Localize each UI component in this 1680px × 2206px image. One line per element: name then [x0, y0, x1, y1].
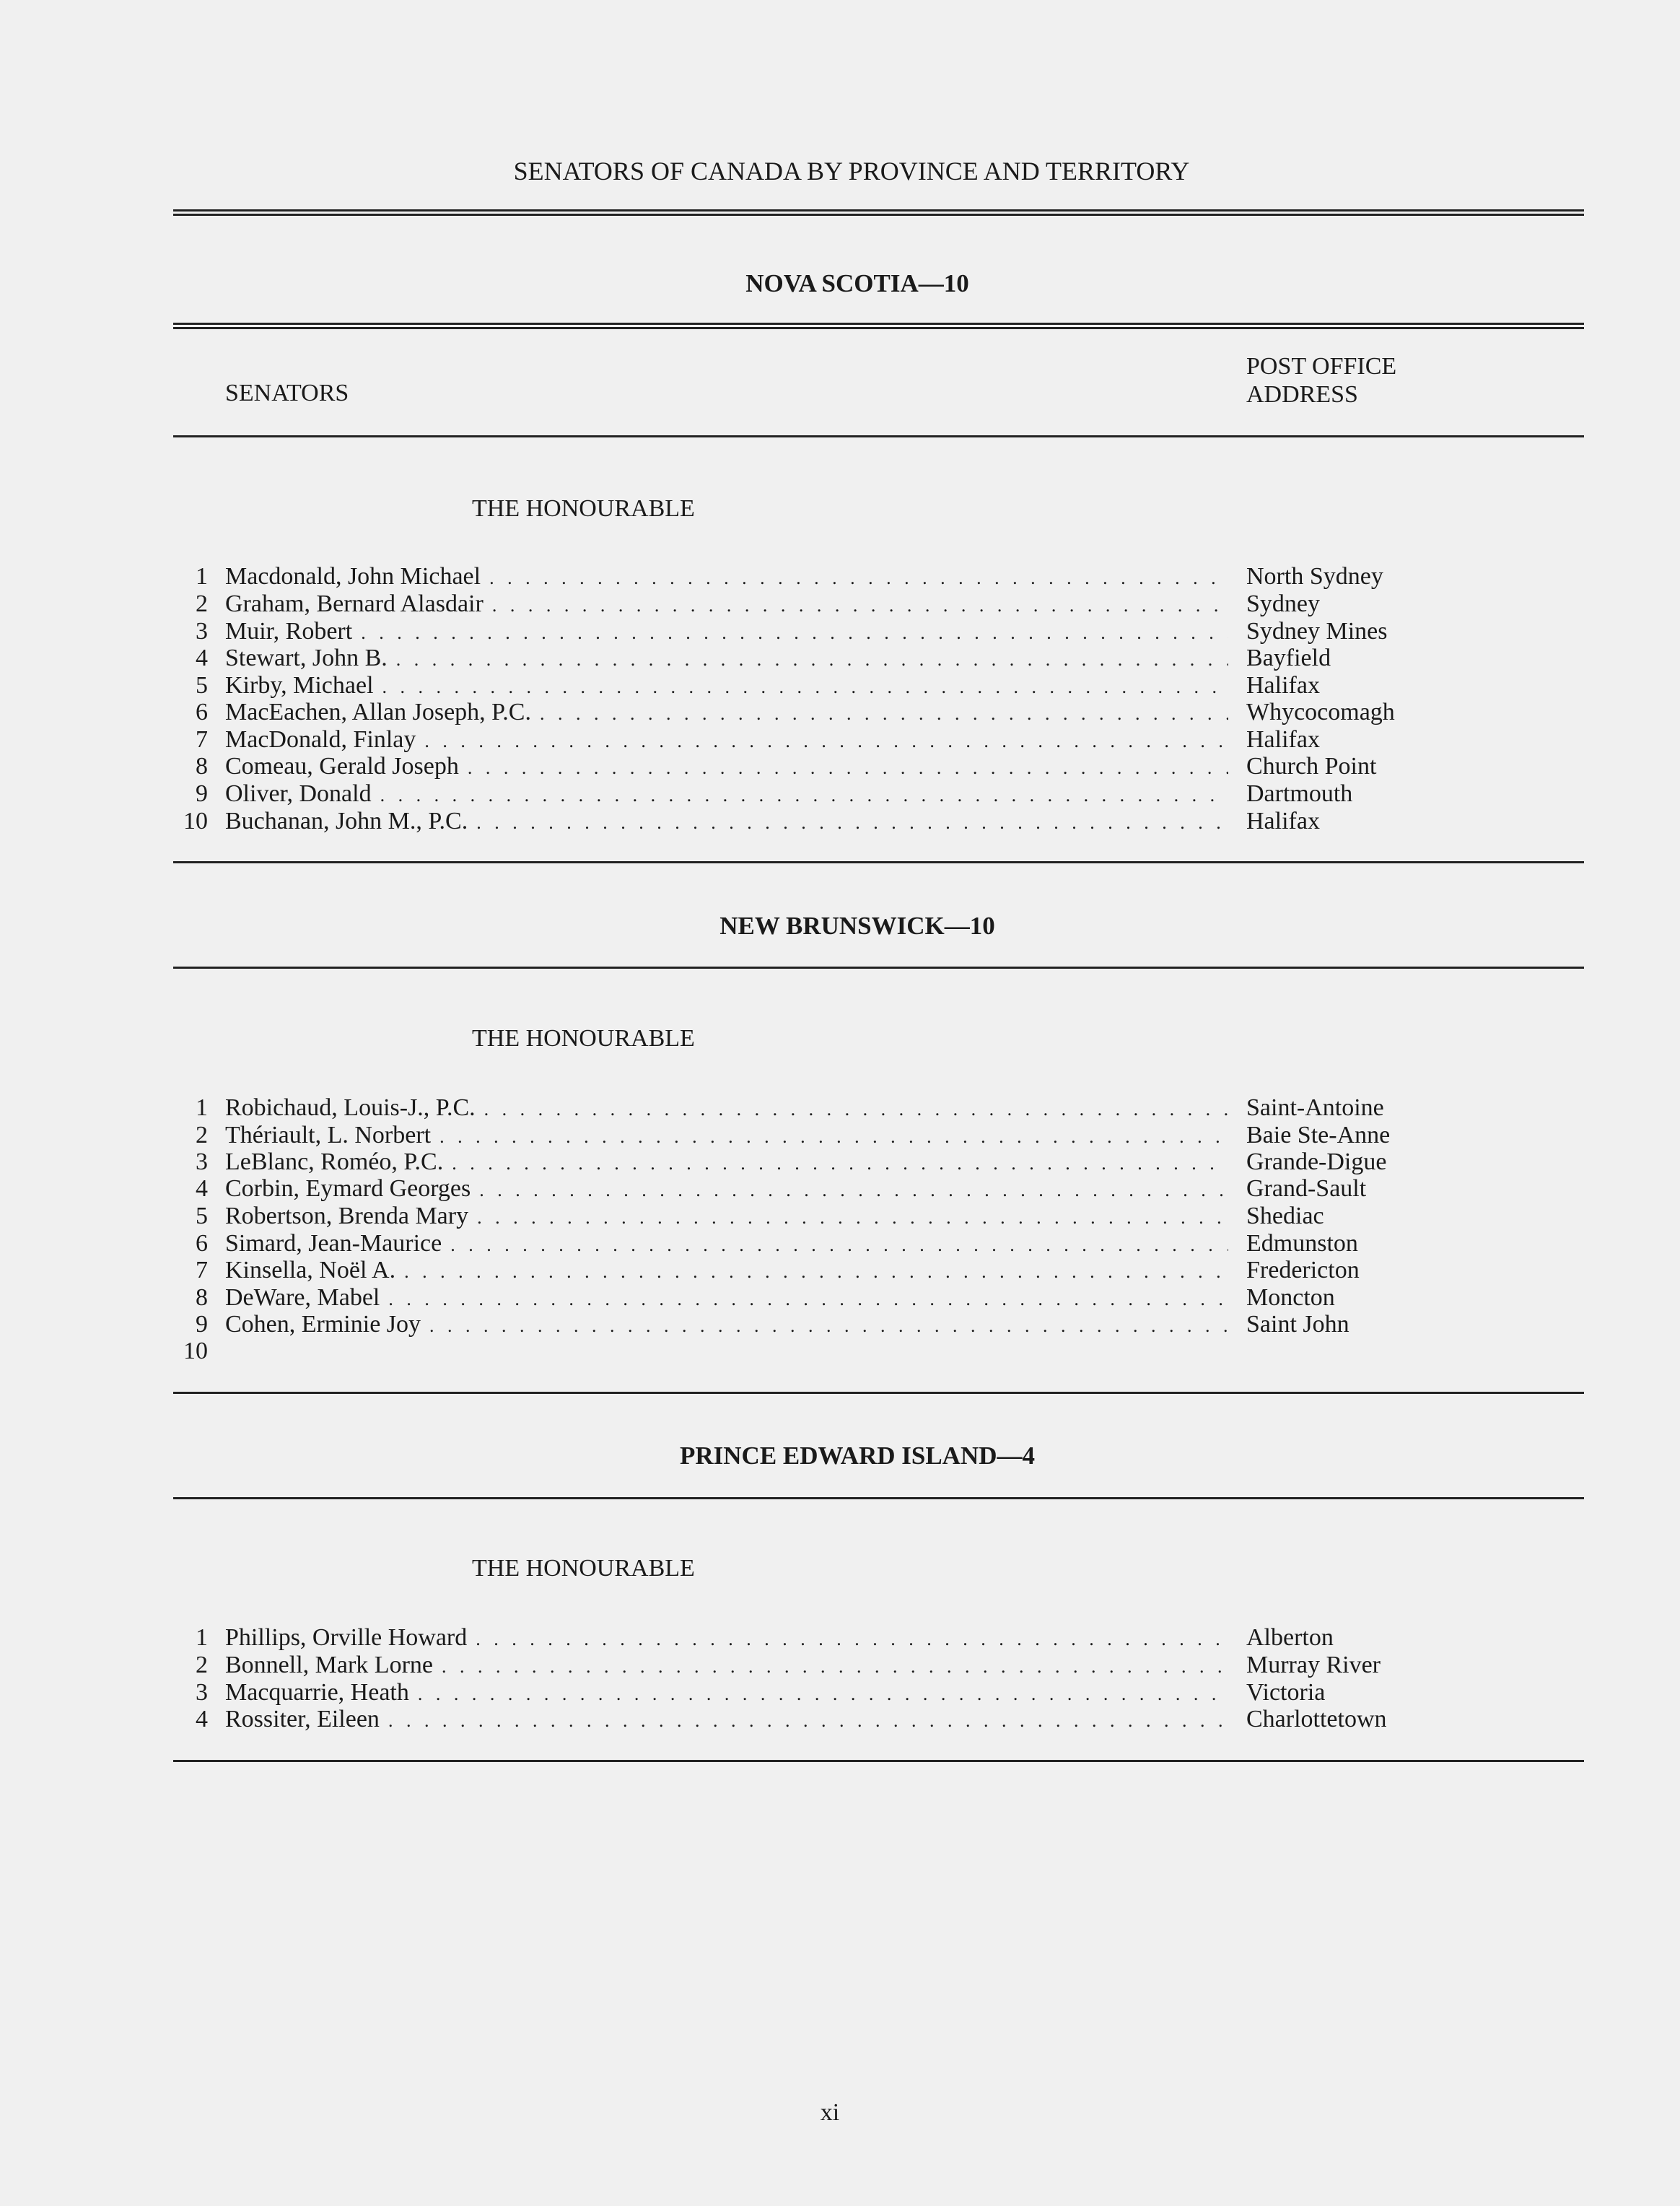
- row-number: 4: [196, 1706, 208, 1732]
- row-number: 7: [196, 726, 208, 753]
- dot-leader: [492, 592, 1228, 619]
- dot-leader: [429, 1312, 1228, 1340]
- senator-row: [0, 1652, 1680, 1679]
- senator-row: [0, 1284, 1680, 1312]
- dot-leader: [476, 1626, 1228, 1653]
- senator-row: [0, 1122, 1680, 1149]
- post-office-address: Edmunston: [1246, 1230, 1358, 1257]
- rule: [173, 861, 1584, 863]
- dot-leader: [418, 1680, 1228, 1708]
- senator-row: [0, 1148, 1680, 1176]
- post-office-address: Murray River: [1246, 1652, 1381, 1678]
- row-number: 7: [196, 1257, 208, 1283]
- senator-name: Buchanan, John M., P.C.: [225, 808, 468, 834]
- dot-leader: [442, 1653, 1228, 1680]
- senator-name: Muir, Robert: [225, 618, 353, 645]
- row-number: 9: [196, 780, 208, 807]
- column-header-senators: SENATORS: [225, 380, 349, 406]
- post-office-address: Halifax: [1246, 726, 1320, 753]
- row-number: 3: [196, 1679, 208, 1706]
- post-office-address: Fredericton: [1246, 1257, 1360, 1283]
- dot-leader: [380, 782, 1228, 809]
- page-number: xi: [820, 2099, 840, 2126]
- post-office-address: Alberton: [1246, 1624, 1334, 1651]
- double-rule: [173, 323, 1584, 329]
- senator-row: [0, 1175, 1680, 1203]
- row-number: 6: [196, 1230, 208, 1257]
- rule: [173, 435, 1584, 437]
- senator-name: Phillips, Orville Howard: [225, 1624, 468, 1651]
- senator-name: Macquarrie, Heath: [225, 1679, 409, 1706]
- dot-leader: [479, 1177, 1228, 1204]
- dot-leader: [477, 1204, 1228, 1231]
- row-number: 5: [196, 1203, 208, 1229]
- post-office-address: Halifax: [1246, 808, 1320, 834]
- senator-name: MacDonald, Finlay: [225, 726, 416, 753]
- senator-name: Simard, Jean-Maurice: [225, 1230, 442, 1257]
- row-number: 8: [196, 1284, 208, 1311]
- senator-row: [0, 699, 1680, 726]
- senator-name: Kirby, Michael: [225, 672, 374, 699]
- senator-row: [0, 1311, 1680, 1338]
- row-number: 1: [196, 1094, 208, 1121]
- row-number: 4: [196, 1175, 208, 1202]
- post-office-address: Bayfield: [1246, 645, 1331, 671]
- row-number: 1: [196, 1624, 208, 1651]
- senator-name: Comeau, Gerald Joseph: [225, 753, 459, 780]
- post-office-address: Shediac: [1246, 1203, 1324, 1229]
- dot-leader: [388, 1286, 1228, 1313]
- dot-leader: [404, 1258, 1228, 1286]
- senator-name: Robertson, Brenda Mary: [225, 1203, 469, 1229]
- senator-row: [0, 1230, 1680, 1257]
- senator-name: Kinsella, Noël A.: [225, 1257, 396, 1283]
- subheading-honourable: THE HONOURABLE: [472, 1555, 695, 1582]
- post-office-address: Dartmouth: [1246, 780, 1353, 807]
- senator-name: DeWare, Mabel: [225, 1284, 380, 1311]
- senator-name: LeBlanc, Roméo, P.C.: [225, 1148, 444, 1175]
- dot-leader: [540, 700, 1228, 728]
- senator-row: [0, 1257, 1680, 1284]
- row-number: 5: [196, 672, 208, 699]
- senator-row-vacant: [0, 1338, 1680, 1365]
- post-office-address: Moncton: [1246, 1284, 1335, 1311]
- senator-name: Macdonald, John Michael: [225, 563, 481, 590]
- dot-leader: [388, 1707, 1228, 1735]
- senator-row: [0, 1624, 1680, 1652]
- column-header-address: [1246, 352, 1396, 409]
- subheading-honourable: THE HONOURABLE: [472, 1025, 695, 1052]
- section-title-prince-edward-island: PRINCE EDWARD ISLAND—4: [680, 1442, 1035, 1470]
- row-number: 10: [183, 808, 208, 834]
- post-office-address: Saint John: [1246, 1311, 1349, 1338]
- dot-leader: [489, 564, 1228, 592]
- row-number: 1: [196, 563, 208, 590]
- senator-row: [0, 1094, 1680, 1122]
- dot-leader: [424, 728, 1228, 755]
- column-header-address-line2: ADDRESS: [1246, 381, 1358, 408]
- row-number: 2: [196, 1652, 208, 1678]
- row-number: 8: [196, 753, 208, 780]
- row-number: 4: [196, 645, 208, 671]
- section-title-nova-scotia: NOVA SCOTIA—10: [745, 269, 969, 297]
- senator-row: [0, 645, 1680, 672]
- dot-leader: [439, 1123, 1228, 1151]
- senator-name: Graham, Bernard Alasdair: [225, 590, 484, 617]
- senator-row: [0, 753, 1680, 780]
- post-office-address: Sydney Mines: [1246, 618, 1388, 645]
- dot-leader: [450, 1231, 1228, 1259]
- post-office-address: Grand-Sault: [1246, 1175, 1367, 1202]
- senator-row: [0, 618, 1680, 645]
- senator-row: [0, 1203, 1680, 1230]
- row-number: 6: [196, 699, 208, 725]
- dot-leader: [396, 646, 1228, 673]
- senator-name: Corbin, Eymard Georges: [225, 1175, 471, 1202]
- post-office-address: Whycocomagh: [1246, 699, 1395, 725]
- post-office-address: Charlottetown: [1246, 1706, 1387, 1732]
- senator-name: Oliver, Donald: [225, 780, 372, 807]
- dot-leader: [476, 809, 1228, 837]
- column-header-address-line1: POST OFFICE: [1246, 353, 1397, 380]
- post-office-address: Victoria: [1246, 1679, 1326, 1706]
- row-number: 3: [196, 618, 208, 645]
- row-number: 9: [196, 1311, 208, 1338]
- row-number: 10: [183, 1338, 208, 1364]
- subheading-honourable: THE HONOURABLE: [472, 495, 695, 522]
- senator-name: Rossiter, Eileen: [225, 1706, 380, 1732]
- rule: [173, 1497, 1584, 1499]
- dot-leader: [484, 1096, 1228, 1123]
- dot-leader: [468, 754, 1228, 782]
- dot-leader: [452, 1150, 1228, 1177]
- senator-row: [0, 563, 1680, 590]
- double-rule: [173, 209, 1584, 216]
- post-office-address: Saint-Antoine: [1246, 1094, 1384, 1121]
- dot-leader: [361, 619, 1228, 647]
- rule: [173, 967, 1584, 969]
- rule: [173, 1392, 1584, 1394]
- senator-row: [0, 1706, 1680, 1733]
- senator-name: Robichaud, Louis-J., P.C.: [225, 1094, 476, 1121]
- senator-row: [0, 672, 1680, 699]
- senator-name: Cohen, Erminie Joy: [225, 1311, 421, 1338]
- senator-row: [0, 780, 1680, 808]
- section-title-new-brunswick: NEW BRUNSWICK—10: [719, 912, 995, 940]
- document-title: SENATORS OF CANADA BY PROVINCE AND TERRITORY: [513, 157, 1190, 186]
- senator-name: Bonnell, Mark Lorne: [225, 1652, 433, 1678]
- senator-row: [0, 808, 1680, 835]
- rule: [173, 1760, 1584, 1762]
- senator-name: Thériault, L. Norbert: [225, 1122, 432, 1148]
- dot-leader: [382, 673, 1228, 701]
- row-number: 3: [196, 1148, 208, 1175]
- row-number: 2: [196, 1122, 208, 1148]
- senator-row: [0, 726, 1680, 754]
- row-number: 2: [196, 590, 208, 617]
- senator-row: [0, 1679, 1680, 1706]
- senator-name: MacEachen, Allan Joseph, P.C.: [225, 699, 531, 725]
- post-office-address: North Sydney: [1246, 563, 1383, 590]
- senator-row: [0, 590, 1680, 618]
- post-office-address: Church Point: [1246, 753, 1377, 780]
- senator-name: Stewart, John B.: [225, 645, 388, 671]
- post-office-address: Grande-Digue: [1246, 1148, 1387, 1175]
- post-office-address: Baie Ste-Anne: [1246, 1122, 1391, 1148]
- post-office-address: Halifax: [1246, 672, 1320, 699]
- post-office-address: Sydney: [1246, 590, 1320, 617]
